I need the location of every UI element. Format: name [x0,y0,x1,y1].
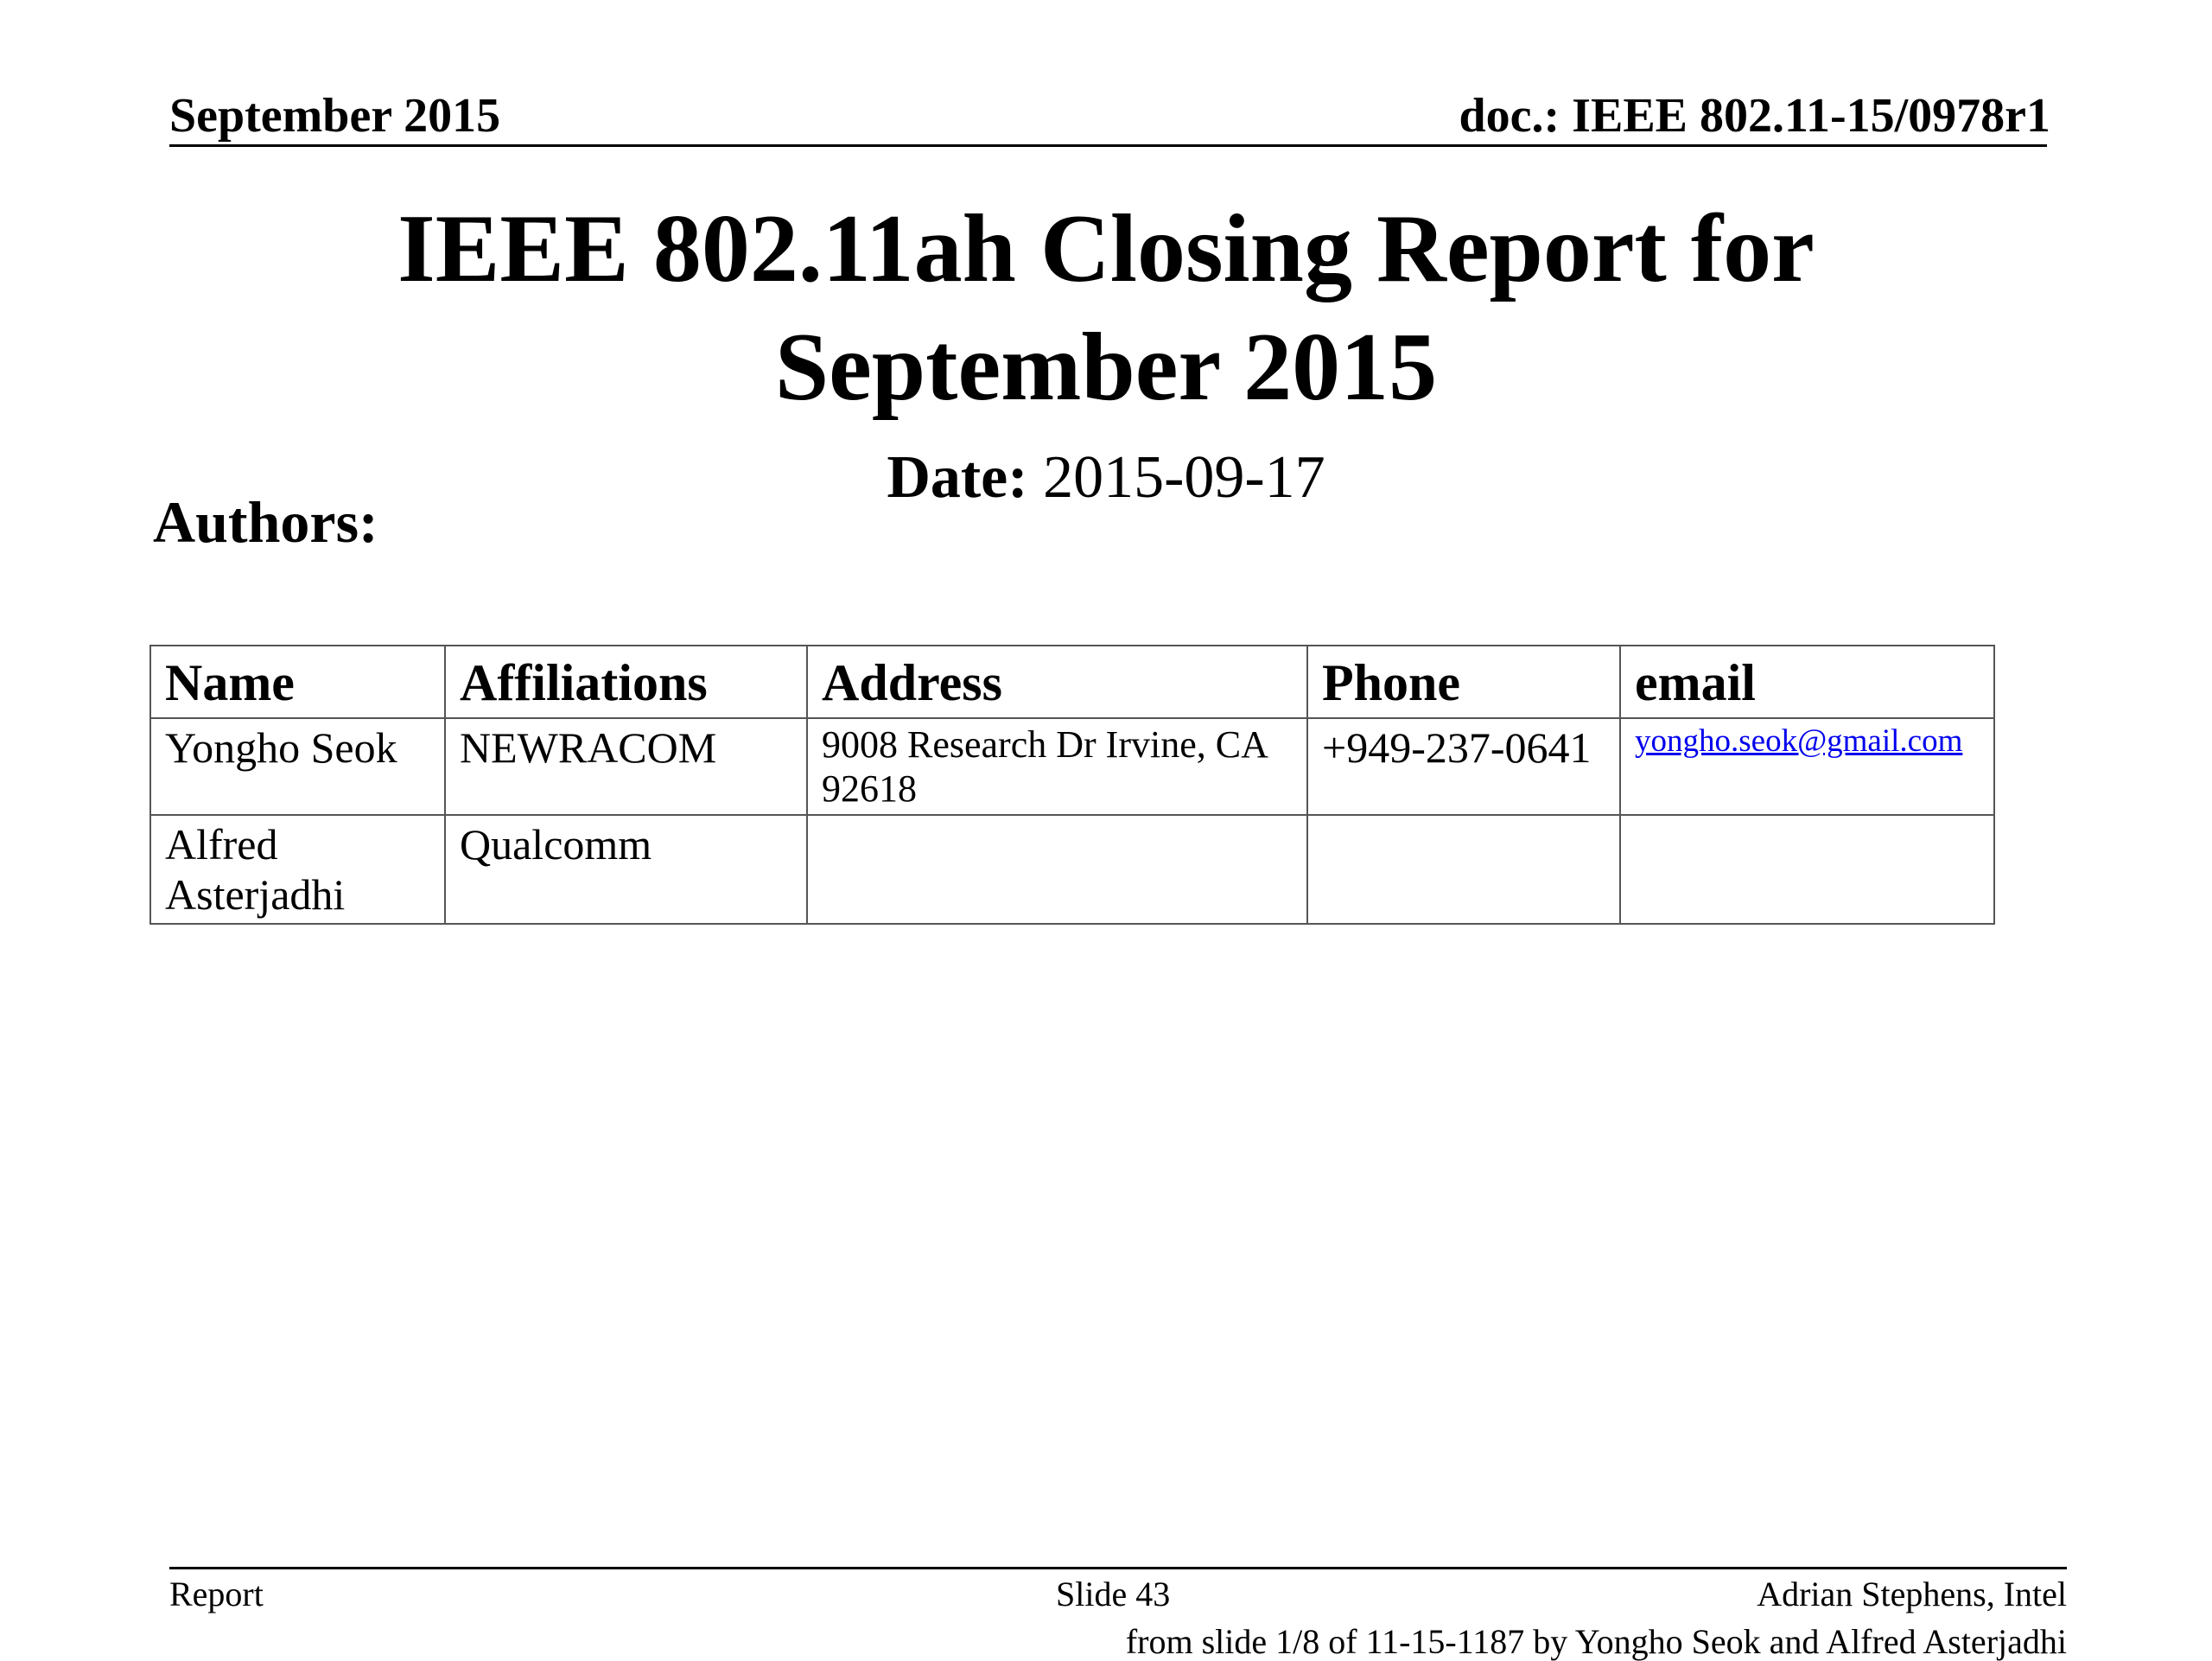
authors-label: Authors: [153,489,378,555]
col-header-name: Name [150,646,445,718]
author-email-cell [1620,718,1994,815]
author-email-cell [1620,815,1994,924]
date-label: Date: [887,444,1028,511]
slide-title [0,190,2212,427]
footer-source-note: from slide 1/8 of 11-15-1187 by Yongho Seok and Alfred Asterjadhi [1125,1622,2067,1661]
author-phone: +949-237-0641 [1307,718,1620,815]
author-affiliation: NEWRACOM [445,718,807,815]
author-phone [1307,815,1620,924]
header-rule [169,144,2047,147]
table-row [150,718,1994,815]
col-header-email: email [1620,646,1994,718]
footer-rule [169,1567,2067,1569]
col-header-affiliations: Affiliations [445,646,807,718]
table-row [150,815,1994,924]
author-email-link[interactable]: yongho.seok@gmail.com [1635,723,1963,759]
author-affiliation: Qualcomm [445,815,807,924]
author-address: 9008 Research Dr Irvine, CA 92618 [807,718,1307,815]
slide-title-line-2: September 2015 [774,314,1438,421]
header-date: September 2015 [169,89,501,143]
author-name: Yongho Seok [150,718,445,815]
author-name: Alfred Asterjadhi [150,815,445,924]
table-header-row [150,646,1994,718]
footer-author: Adrian Stephens, Intel [1757,1575,2067,1613]
date-value: 2015-09-17 [1043,444,1325,511]
authors-table [149,645,1995,925]
footer-slide-number: Slide 43 [1056,1575,1171,1613]
header-doc-number: doc.: IEEE 802.11-15/0978r1 [1459,89,2050,143]
author-address [807,815,1307,924]
col-header-phone: Phone [1307,646,1620,718]
col-header-address: Address [807,646,1307,718]
footer-report: Report [169,1575,264,1613]
slide-title-line-1: IEEE 802.11ah Closing Report for [397,195,1815,302]
